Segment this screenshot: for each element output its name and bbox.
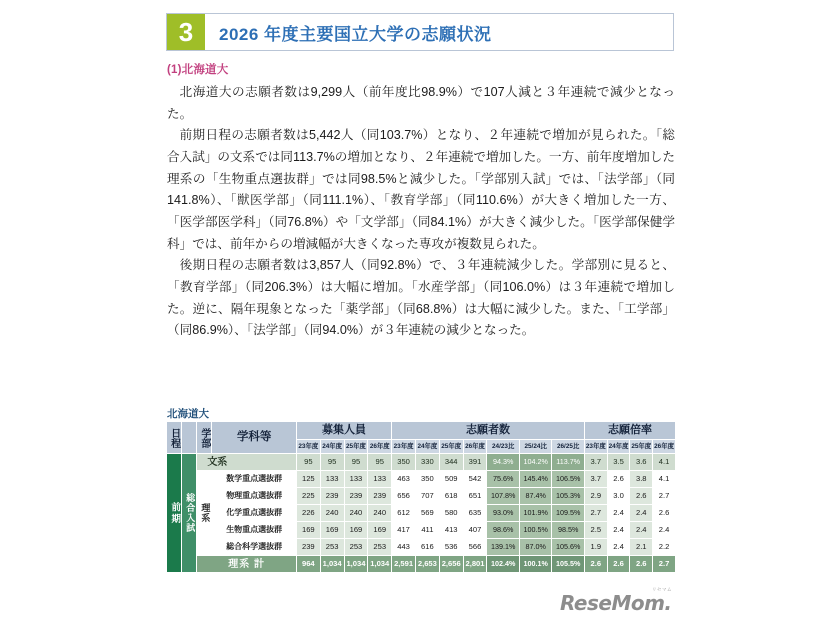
cell-boshu: 133: [320, 471, 344, 488]
cell-shigansha: 407: [463, 522, 487, 539]
cell-bairitsu: 2.6: [630, 556, 653, 573]
cell-bairitsu: 2.4: [607, 522, 630, 539]
subheader-bairitsu-23: 23年度: [584, 440, 607, 454]
cell-ratio-pct: 87.4%: [519, 488, 551, 505]
cell-boshu: 240: [320, 505, 344, 522]
cell-ratio-pct: 109.5%: [552, 505, 585, 522]
header-kamoku: 学科等: [212, 422, 296, 454]
row-subject: 理系 計: [197, 556, 297, 573]
cell-bairitsu: 2.5: [584, 522, 607, 539]
subheader-ratio-25-24: 25/24比: [519, 440, 551, 454]
cell-bairitsu: 2.1: [630, 539, 653, 556]
cell-shigansha: 566: [463, 539, 487, 556]
cell-ratio-pct: 145.4%: [519, 471, 551, 488]
row-subject: 生物重点選抜群: [212, 522, 296, 539]
paragraph-1: 北海道大の志願者数は9,299人（前年度比98.9%）で107人減と３年連続で減少となった。: [167, 85, 675, 121]
row-subject: 化学重点選抜群: [212, 505, 296, 522]
cell-bairitsu: 4.1: [653, 454, 676, 471]
cell-bairitsu: 2.6: [653, 505, 676, 522]
cell-bairitsu: 3.6: [630, 454, 653, 471]
cell-bairitsu: 2.4: [653, 522, 676, 539]
cell-bairitsu: 2.4: [607, 505, 630, 522]
cell-boshu: 239: [344, 488, 368, 505]
cell-ratio-pct: 139.1%: [487, 539, 519, 556]
cell-boshu: 133: [368, 471, 392, 488]
table-body: [167, 454, 676, 573]
cell-bairitsu: 2.4: [630, 505, 653, 522]
cell-shigansha: 509: [439, 471, 463, 488]
logo-wordmark: ReseMom.: [560, 591, 672, 615]
cell-shigansha: 463: [392, 471, 416, 488]
cell-ratio-pct: 94.3%: [487, 454, 519, 471]
cell-bairitsu: 1.9: [584, 539, 607, 556]
subheader-boshu-24: 24年度: [320, 440, 344, 454]
header-group-boshu: 募集人員: [296, 422, 391, 440]
cell-shigansha: 443: [392, 539, 416, 556]
table-row: [167, 488, 676, 505]
cell-boshu: 239: [296, 539, 320, 556]
data-table-container: [166, 421, 676, 573]
cell-shigansha: 707: [415, 488, 439, 505]
cell-shigansha: 656: [392, 488, 416, 505]
paragraph-2: 前期日程の志願者数は5,442人（同103.7%）となり、２年連続で増加が見られた。「総合入試」の文系では同113.7%の増加となり、２年連続で増加した。一方、前年度増加した理系の「生物重点選抜群」では同98.5%と減少した。「学部別入試」では、「法学部」（同141.8%）、「獣医学部」（同111.1%）、「教育学部」（同110.6%）が大きく増加した一方、「医学部医学科」（同76.8%）や「文学部」（同84.1%）が大きく減少した。「医学部保健学科」では、前年からの増減幅が大きくなった専攻が複数見られた。: [167, 128, 675, 251]
cell-boshu: 225: [296, 488, 320, 505]
cell-shigansha: 344: [439, 454, 463, 471]
subheader-shigan-26: 26年度: [463, 440, 487, 454]
cell-bairitsu: 3.7: [584, 454, 607, 471]
paragraph-3: 後期日程の志願者数は3,857人（同92.8%）で、３年連続減少した。学部別に見ると、「教育学部」（同206.3%）は大幅に増加。「水産学部」（同106.0%）は３年連続で増加した。逆に、隔年現象となった「薬学部」（同68.8%）は大幅に減少した。また、「工学部」（同86.9%）、「法学部」（同94.0%）が３年連続の減少となった。: [167, 258, 675, 338]
cell-ratio-pct: 100.1%: [519, 556, 551, 573]
cell-bairitsu: 2.9: [584, 488, 607, 505]
row-label-rikei: 理系: [197, 471, 212, 556]
row-label-nittei: 前期: [167, 454, 182, 573]
cell-shigansha: 2,591: [392, 556, 416, 573]
table-row: [167, 454, 676, 471]
cell-boshu: 240: [368, 505, 392, 522]
subheader-shigan-23: 23年度: [392, 440, 416, 454]
subheader-shigan-25: 25年度: [439, 440, 463, 454]
row-subject: 数学重点選抜群: [212, 471, 296, 488]
header-spacer: [182, 422, 197, 454]
body-text: [167, 82, 675, 342]
cell-shigansha: 569: [415, 505, 439, 522]
cell-shigansha: 2,656: [439, 556, 463, 573]
applicants-table: [166, 421, 676, 573]
cell-shigansha: 350: [392, 454, 416, 471]
cell-ratio-pct: 106.5%: [552, 471, 585, 488]
cell-ratio-pct: 102.4%: [487, 556, 519, 573]
cell-ratio-pct: 75.6%: [487, 471, 519, 488]
row-subject: 物理重点選抜群: [212, 488, 296, 505]
cell-boshu: 253: [368, 539, 392, 556]
cell-boshu: 95: [368, 454, 392, 471]
cell-boshu: 964: [296, 556, 320, 573]
subheader-bairitsu-24: 24年度: [607, 440, 630, 454]
table-row: [167, 522, 676, 539]
cell-ratio-pct: 93.0%: [487, 505, 519, 522]
cell-boshu: 169: [296, 522, 320, 539]
cell-boshu: 226: [296, 505, 320, 522]
subheader-boshu-23: 23年度: [296, 440, 320, 454]
header-gakubu: 学部: [197, 422, 212, 454]
cell-ratio-pct: 98.5%: [552, 522, 585, 539]
table-row: [167, 539, 676, 556]
header-nittei: 日程: [167, 422, 182, 454]
cell-shigansha: 350: [415, 471, 439, 488]
section-header: [166, 13, 674, 51]
header-group-shigansha: 志願者数: [392, 422, 585, 440]
cell-bairitsu: 3.7: [584, 471, 607, 488]
table-head: [167, 422, 676, 454]
cell-boshu: 1,034: [344, 556, 368, 573]
subheader-bairitsu-26: 26年度: [653, 440, 676, 454]
table-row: [167, 471, 676, 488]
cell-boshu: 240: [344, 505, 368, 522]
cell-boshu: 95: [320, 454, 344, 471]
cell-boshu: 169: [368, 522, 392, 539]
cell-shigansha: 2,653: [415, 556, 439, 573]
cell-shigansha: 635: [463, 505, 487, 522]
cell-ratio-pct: 105.3%: [552, 488, 585, 505]
header-group-bairitsu: 志願倍率: [584, 422, 675, 440]
cell-ratio-pct: 107.8%: [487, 488, 519, 505]
cell-bairitsu: 2.7: [653, 556, 676, 573]
cell-shigansha: 651: [463, 488, 487, 505]
cell-shigansha: 580: [439, 505, 463, 522]
cell-boshu: 253: [320, 539, 344, 556]
cell-bairitsu: 4.1: [653, 471, 676, 488]
cell-shigansha: 542: [463, 471, 487, 488]
cell-ratio-pct: 101.9%: [519, 505, 551, 522]
subheader-boshu-26: 26年度: [368, 440, 392, 454]
cell-boshu: 169: [320, 522, 344, 539]
cell-boshu: 95: [296, 454, 320, 471]
cell-shigansha: 330: [415, 454, 439, 471]
cell-bairitsu: 3.0: [607, 488, 630, 505]
subheader-boshu-25: 25年度: [344, 440, 368, 454]
cell-shigansha: 417: [392, 522, 416, 539]
table-caption: 北海道大: [167, 408, 209, 420]
cell-boshu: 169: [344, 522, 368, 539]
cell-boshu: 253: [344, 539, 368, 556]
subsection-title: (1)北海道大: [167, 64, 229, 76]
cell-bairitsu: 2.7: [653, 488, 676, 505]
subheader-ratio-24-23: 24/23比: [487, 440, 519, 454]
cell-shigansha: 413: [439, 522, 463, 539]
cell-boshu: 125: [296, 471, 320, 488]
cell-shigansha: 536: [439, 539, 463, 556]
table-row: [167, 556, 676, 573]
cell-boshu: 133: [344, 471, 368, 488]
row-subject: 総合科学選抜群: [212, 539, 296, 556]
cell-shigansha: 411: [415, 522, 439, 539]
cell-ratio-pct: 98.6%: [487, 522, 519, 539]
cell-bairitsu: 3.8: [630, 471, 653, 488]
logo-ruby-text: リセマム: [652, 587, 672, 592]
cell-boshu: 1,034: [320, 556, 344, 573]
cell-bairitsu: 2.4: [630, 522, 653, 539]
cell-shigansha: 618: [439, 488, 463, 505]
cell-shigansha: 391: [463, 454, 487, 471]
cell-ratio-pct: 105.6%: [552, 539, 585, 556]
subheader-bairitsu-25: 25年度: [630, 440, 653, 454]
row-subject: 文系: [197, 454, 297, 471]
section-number-badge: 3: [167, 14, 205, 50]
subheader-shigan-24: 24年度: [415, 440, 439, 454]
cell-shigansha: 612: [392, 505, 416, 522]
cell-ratio-pct: 100.5%: [519, 522, 551, 539]
subheader-ratio-26-25: 26/25比: [552, 440, 585, 454]
cell-bairitsu: 2.6: [584, 556, 607, 573]
cell-shigansha: 616: [415, 539, 439, 556]
cell-bairitsu: 3.5: [607, 454, 630, 471]
cell-ratio-pct: 87.0%: [519, 539, 551, 556]
resemom-logo: [560, 588, 680, 614]
table-head-row-groups: [167, 422, 676, 440]
cell-bairitsu: 2.6: [630, 488, 653, 505]
cell-ratio-pct: 105.5%: [552, 556, 585, 573]
cell-ratio-pct: 113.7%: [552, 454, 585, 471]
cell-boshu: 1,034: [368, 556, 392, 573]
row-label-gakubu: 総合入試: [182, 454, 197, 573]
cell-shigansha: 2,801: [463, 556, 487, 573]
cell-boshu: 95: [344, 454, 368, 471]
cell-ratio-pct: 104.2%: [519, 454, 551, 471]
cell-bairitsu: 2.6: [607, 471, 630, 488]
page-title: 2026 年度主要国立大学の志願状況: [219, 24, 492, 44]
cell-bairitsu: 2.7: [584, 505, 607, 522]
cell-bairitsu: 2.4: [607, 539, 630, 556]
cell-boshu: 239: [320, 488, 344, 505]
cell-bairitsu: 2.6: [607, 556, 630, 573]
cell-bairitsu: 2.2: [653, 539, 676, 556]
table-row: [167, 505, 676, 522]
cell-boshu: 239: [368, 488, 392, 505]
